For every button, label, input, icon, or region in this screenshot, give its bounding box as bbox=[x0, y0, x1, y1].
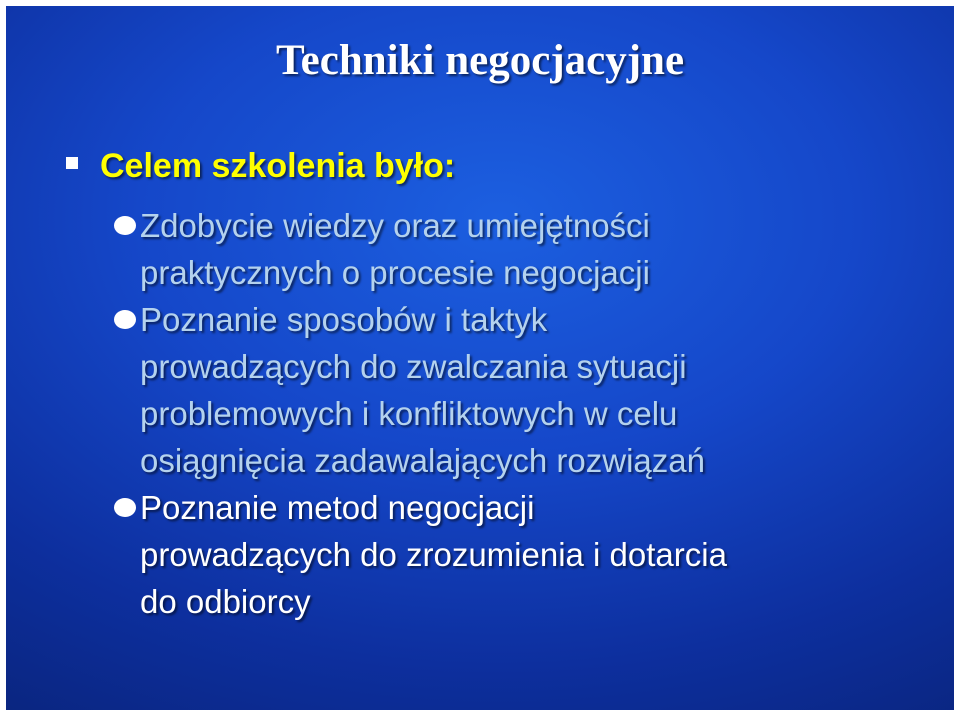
list-item-line: do odbiorcy bbox=[140, 583, 311, 620]
section-heading-text: Celem szkolenia było: bbox=[100, 147, 456, 185]
bullet-list bbox=[114, 202, 944, 625]
list-item-line: prowadzących do zwalczania sytuacji bbox=[140, 348, 687, 385]
list-item-line: problemowych i konfliktowych w celu bbox=[140, 395, 678, 432]
list-item-line: prowadzących do zrozumienia i dotarcia bbox=[140, 536, 727, 573]
list-item-1 bbox=[114, 202, 944, 296]
square-bullet-icon bbox=[66, 157, 78, 169]
list-item-line: Zdobycie wiedzy oraz umiejętności bbox=[140, 207, 650, 244]
list-item-line: osiągnięcia zadawalających rozwiązań bbox=[140, 442, 705, 479]
round-bullet-icon bbox=[114, 498, 136, 517]
slide-title: Techniki negocjacyjne bbox=[275, 37, 685, 84]
list-item-line: praktycznych o procesie negocjacji bbox=[140, 254, 650, 291]
round-bullet-icon bbox=[114, 310, 136, 329]
list-item-2 bbox=[114, 296, 944, 484]
list-item-line: Poznanie sposobów i taktyk bbox=[140, 301, 548, 338]
slide bbox=[6, 6, 954, 710]
round-bullet-icon bbox=[114, 216, 136, 235]
list-item-3 bbox=[114, 484, 944, 625]
list-item-line: Poznanie metod negocjacji bbox=[140, 489, 535, 526]
